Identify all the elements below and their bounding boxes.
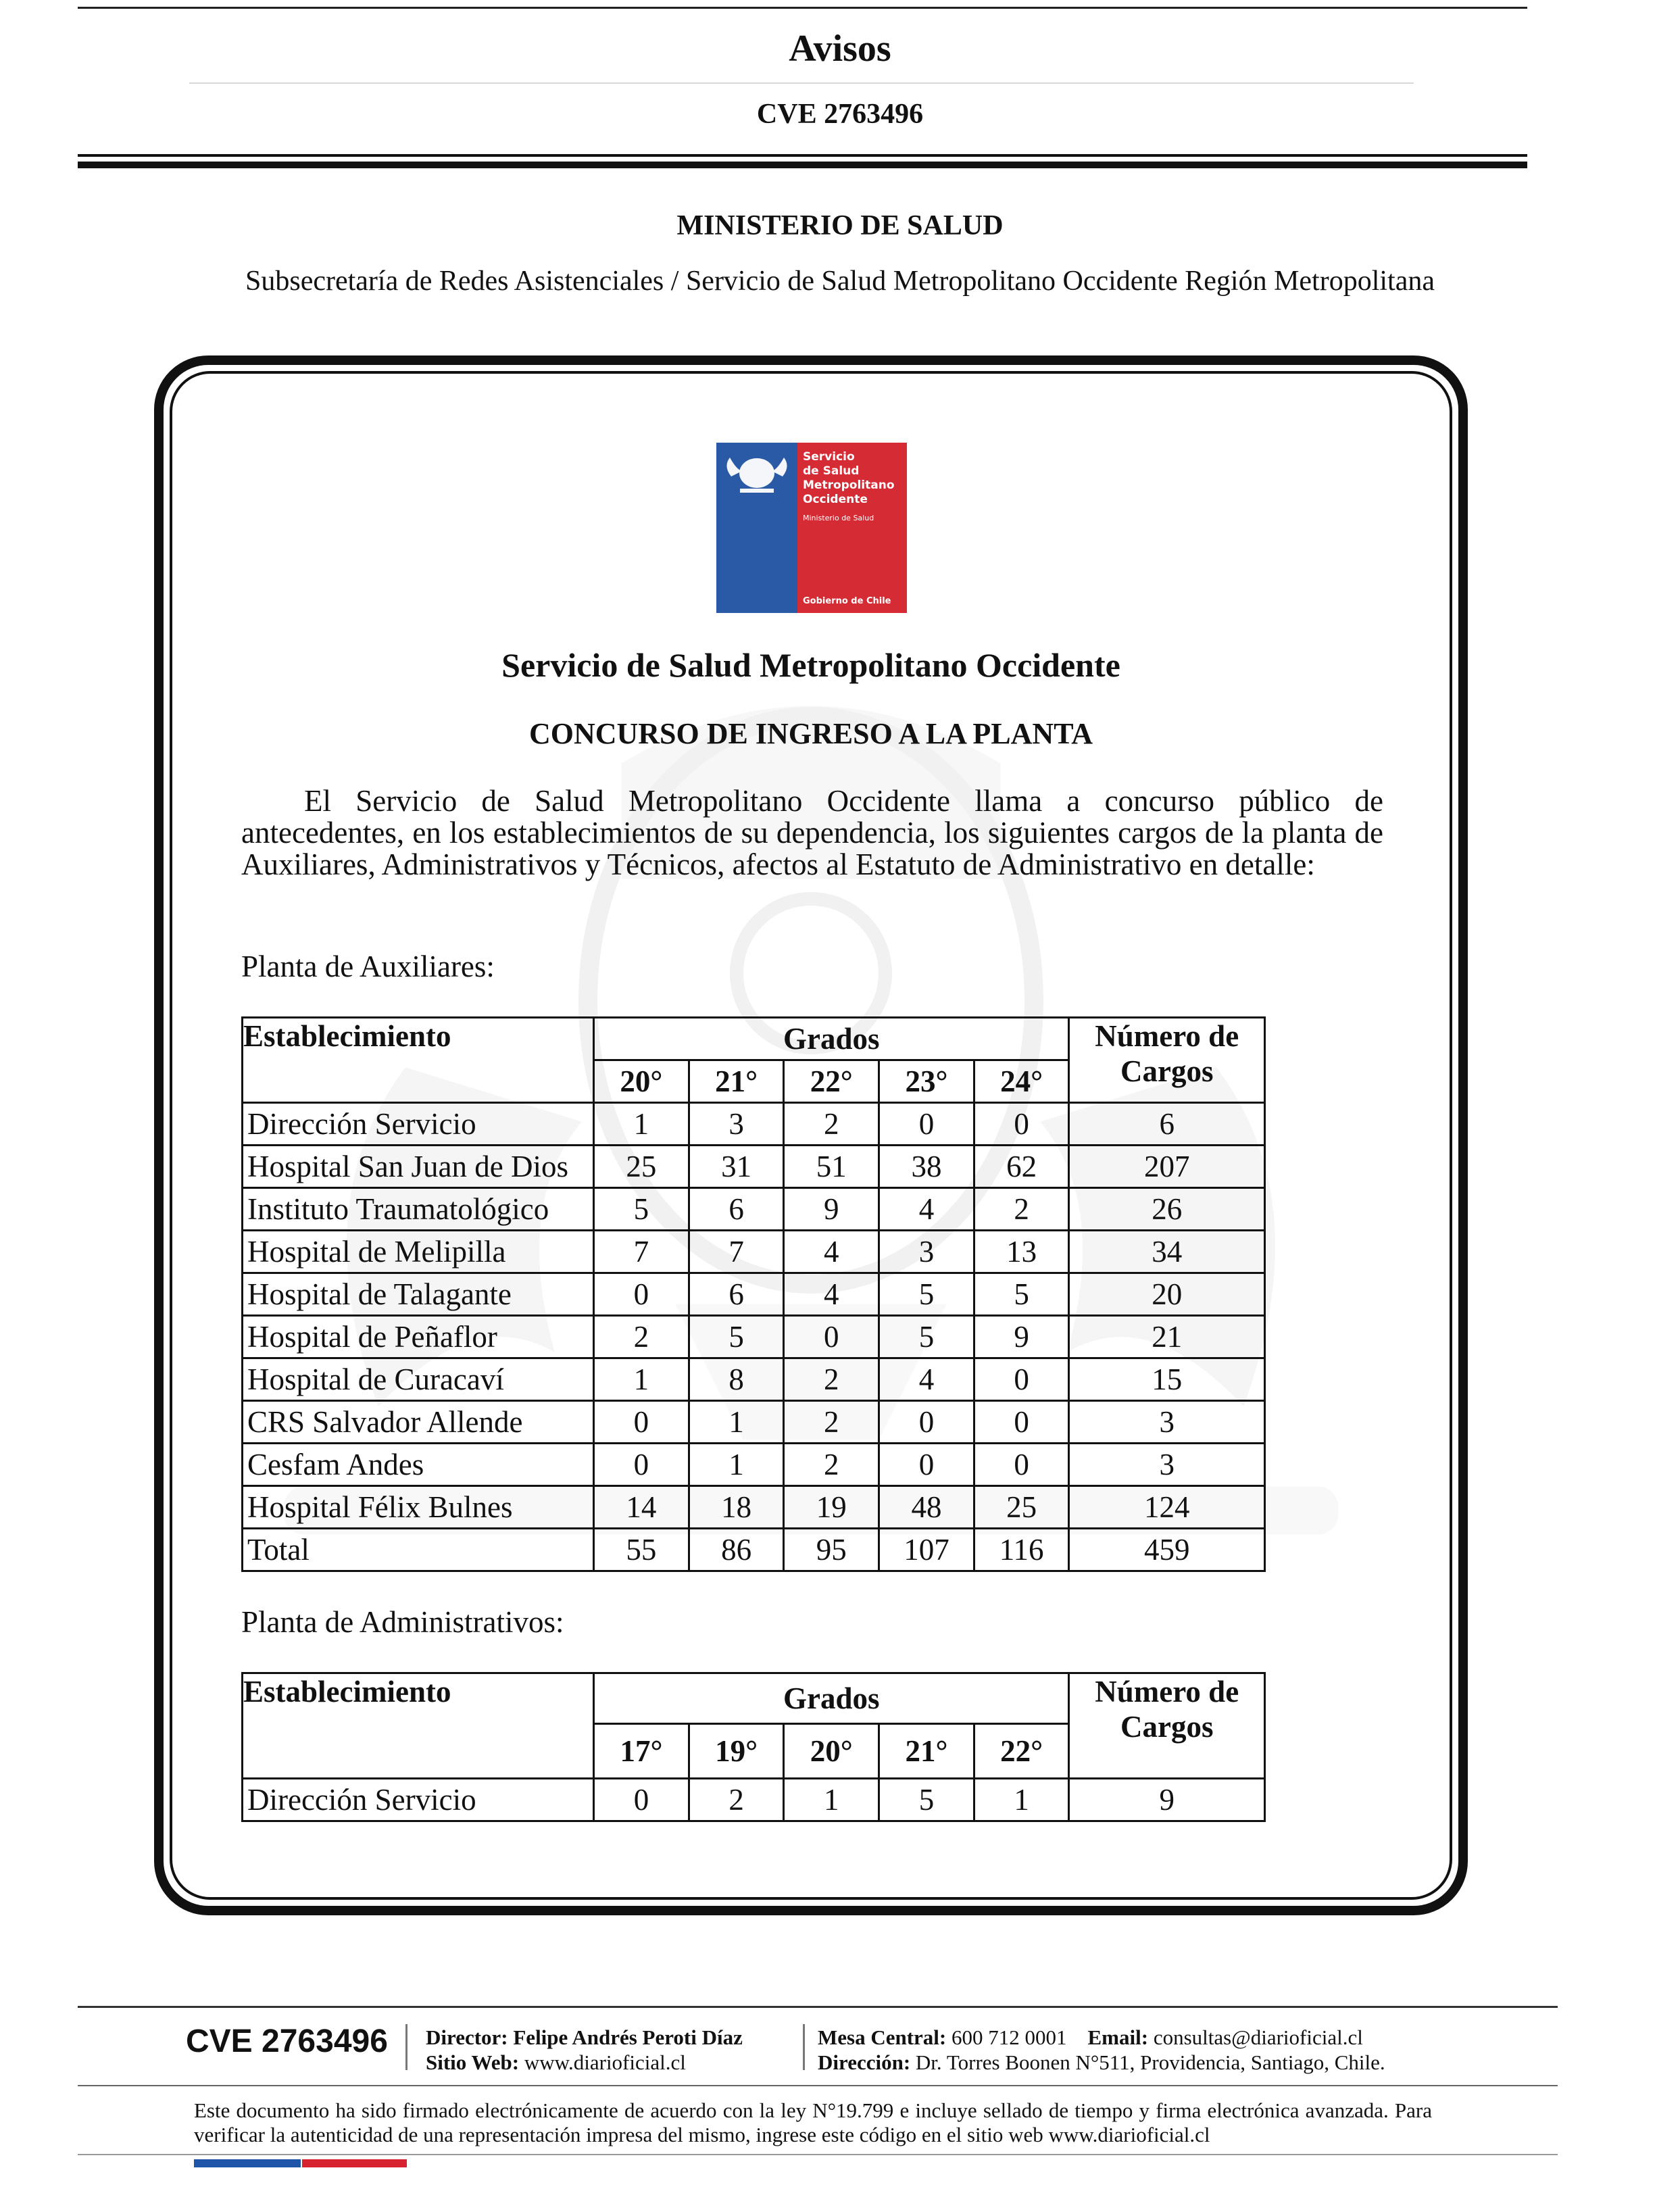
grado-value-cell: 1	[689, 1401, 784, 1444]
grado-value-cell: 14	[594, 1486, 689, 1529]
grado-value-cell: 5	[879, 1779, 974, 1821]
direccion-value: Dr. Torres Boonen N°511, Providencia, Santiago, Chile.	[915, 2050, 1385, 2074]
numero-cargos-cell: 15	[1069, 1358, 1265, 1401]
grado-header: 23°	[879, 1060, 974, 1103]
grado-value-cell: 86	[689, 1529, 784, 1571]
logo-line-3: Metropolitano	[803, 478, 895, 492]
header-rule-thick	[78, 162, 1527, 168]
section-title: Avisos	[789, 28, 891, 70]
grado-value-cell: 19	[784, 1486, 879, 1529]
table-row	[243, 1231, 1265, 1273]
grado-value-cell: 2	[784, 1358, 879, 1401]
grado-value-cell: 0	[879, 1401, 974, 1444]
grado-value-cell: 3	[879, 1231, 974, 1273]
notice-intro: El Servicio de Salud Metropolitano Occidente llama a concurso público de antecedentes, en los establecimientos de su dependencia, los siguientes cargos de la planta de Auxiliares, Administrativos y Técnicos, afectos al Estatuto de Administrativo en detalle:	[241, 784, 1383, 881]
grado-value-cell: 18	[689, 1486, 784, 1529]
grado-value-cell: 2	[784, 1401, 879, 1444]
numero-cargos-cell: 6	[1069, 1103, 1265, 1146]
grado-value-cell: 0	[879, 1444, 974, 1486]
web-value[interactable]: www.diarioficial.cl	[524, 2050, 686, 2074]
grado-value-cell: 2	[784, 1103, 879, 1146]
grado-value-cell: 6	[689, 1188, 784, 1231]
table-row	[243, 1401, 1265, 1444]
numero-cargos-cell: 459	[1069, 1529, 1265, 1571]
grado-value-cell: 7	[594, 1231, 689, 1273]
grado-value-cell: 0	[974, 1103, 1069, 1146]
grado-value-cell: 0	[974, 1358, 1069, 1401]
establecimiento-cell: Dirección Servicio	[243, 1779, 594, 1821]
numero-cargos-cell: 26	[1069, 1188, 1265, 1231]
flag-stripe-blue	[194, 2159, 301, 2167]
grado-header: 19°	[689, 1724, 784, 1779]
footer-separator	[803, 2024, 805, 2070]
grado-value-cell: 0	[784, 1316, 879, 1358]
auxiliares-table	[241, 1016, 1266, 1572]
mesa-label: Mesa Central:	[818, 2025, 947, 2049]
administrativos-table	[241, 1672, 1266, 1822]
grado-header: 20°	[594, 1060, 689, 1103]
grado-value-cell: 0	[594, 1444, 689, 1486]
establecimiento-cell: Hospital San Juan de Dios	[243, 1146, 594, 1188]
establecimiento-cell: Total	[243, 1529, 594, 1571]
establecimiento-cell: Cesfam Andes	[243, 1444, 594, 1486]
grado-header: 22°	[974, 1724, 1069, 1779]
grado-value-cell: 4	[784, 1231, 879, 1273]
grado-value-cell: 55	[594, 1529, 689, 1571]
footer-rule-top	[78, 2006, 1558, 2008]
grado-header: 20°	[784, 1724, 879, 1779]
cve-code: CVE 2763496	[756, 99, 924, 130]
email-label: Email:	[1087, 2025, 1149, 2049]
grado-value-cell: 31	[689, 1146, 784, 1188]
grado-header: 21°	[689, 1060, 784, 1103]
grado-value-cell: 4	[879, 1358, 974, 1401]
grado-value-cell: 3	[689, 1103, 784, 1146]
director-label: Director:	[426, 2025, 508, 2049]
notice-title: Servicio de Salud Metropolitano Occidente	[501, 646, 1120, 684]
grado-header: 21°	[879, 1724, 974, 1779]
col-establecimiento: Establecimiento	[243, 1018, 594, 1103]
grado-value-cell: 0	[594, 1401, 689, 1444]
table-row	[243, 1103, 1265, 1146]
legal-notice: Este documento ha sido firmado electrónicamente de acuerdo con la ley N°19.799 e incluye sellado de tiempo y firma electrónica avanzada. Para verificar la autenticidad de una representación impresa del mismo, ingrese este código en el sitio web www.diarioficial.cl	[194, 2098, 1432, 2146]
footer-director-block	[426, 2025, 743, 2075]
numero-cargos-cell: 124	[1069, 1486, 1265, 1529]
table-row	[243, 1188, 1265, 1231]
footer-rule-bottom	[78, 2154, 1558, 2155]
notice-subtitle: CONCURSO DE INGRESO A LA PLANTA	[528, 717, 1093, 750]
grado-value-cell: 13	[974, 1231, 1069, 1273]
top-rule	[78, 7, 1527, 9]
col-numero-cargos	[1069, 1673, 1265, 1779]
web-label: Sitio Web:	[426, 2050, 520, 2074]
col-numero-line2: Cargos	[1120, 1710, 1214, 1744]
grado-header: 17°	[594, 1724, 689, 1779]
establecimiento-cell: Hospital de Curacaví	[243, 1358, 594, 1401]
numero-cargos-cell: 9	[1069, 1779, 1265, 1821]
ssmoc-logo	[716, 443, 907, 613]
grado-value-cell: 0	[594, 1273, 689, 1316]
numero-cargos-cell: 3	[1069, 1401, 1265, 1444]
col-establecimiento: Establecimiento	[243, 1673, 594, 1779]
grado-value-cell: 6	[689, 1273, 784, 1316]
grado-value-cell: 2	[594, 1316, 689, 1358]
grado-value-cell: 7	[689, 1231, 784, 1273]
logo-line-4: Occidente	[803, 493, 868, 506]
email-value[interactable]: consultas@diarioficial.cl	[1153, 2025, 1363, 2049]
flag-stripe-red	[302, 2159, 407, 2167]
grado-value-cell: 2	[689, 1779, 784, 1821]
grado-value-cell: 5	[879, 1316, 974, 1358]
logo-line-1: Servicio	[803, 450, 855, 464]
grado-value-cell: 38	[879, 1146, 974, 1188]
table-row	[243, 1146, 1265, 1188]
logo-line-2: de Salud	[803, 464, 860, 478]
grado-value-cell: 0	[974, 1401, 1069, 1444]
header-divider	[189, 82, 1414, 84]
col-grados: Grados	[594, 1018, 1069, 1060]
grado-value-cell: 4	[879, 1188, 974, 1231]
grado-value-cell: 5	[689, 1316, 784, 1358]
establecimiento-cell: Hospital de Talagante	[243, 1273, 594, 1316]
table-row	[243, 1358, 1265, 1401]
grado-value-cell: 116	[974, 1529, 1069, 1571]
establecimiento-cell: Hospital de Melipilla	[243, 1231, 594, 1273]
grado-value-cell: 9	[974, 1316, 1069, 1358]
logo-footer: Gobierno de Chile	[803, 596, 891, 606]
grado-value-cell: 25	[974, 1486, 1069, 1529]
grado-value-cell: 0	[879, 1103, 974, 1146]
grado-value-cell: 107	[879, 1529, 974, 1571]
numero-cargos-cell: 34	[1069, 1231, 1265, 1273]
grado-value-cell: 1	[974, 1779, 1069, 1821]
header-rule-thin	[78, 154, 1527, 157]
table-row	[243, 1486, 1265, 1529]
grado-value-cell: 95	[784, 1529, 879, 1571]
grado-value-cell: 62	[974, 1146, 1069, 1188]
grado-header: 24°	[974, 1060, 1069, 1103]
footer-contact-block	[818, 2025, 1385, 2075]
mesa-value: 600 712 0001	[952, 2025, 1067, 2049]
grado-value-cell: 0	[594, 1779, 689, 1821]
logo-line-5: Ministerio de Salud	[803, 514, 874, 522]
administrativos-label: Planta de Administrativos:	[241, 1605, 564, 1639]
director-value: Felipe Andrés Peroti Díaz	[513, 2025, 743, 2049]
auxiliares-label: Planta de Auxiliares:	[241, 950, 495, 983]
table-row	[243, 1529, 1265, 1571]
establecimiento-cell: Instituto Traumatológico	[243, 1188, 594, 1231]
establecimiento-cell: Dirección Servicio	[243, 1103, 594, 1146]
numero-cargos-cell: 207	[1069, 1146, 1265, 1188]
grado-value-cell: 5	[879, 1273, 974, 1316]
table-row	[243, 1273, 1265, 1316]
grado-value-cell: 8	[689, 1358, 784, 1401]
footer-separator	[405, 2024, 407, 2070]
table-row	[243, 1779, 1265, 1821]
numero-cargos-cell: 21	[1069, 1316, 1265, 1358]
col-grados: Grados	[594, 1673, 1069, 1724]
establecimiento-cell: CRS Salvador Allende	[243, 1401, 594, 1444]
grado-value-cell: 1	[689, 1444, 784, 1486]
table-row	[243, 1316, 1265, 1358]
grado-value-cell: 1	[594, 1358, 689, 1401]
grado-value-cell: 4	[784, 1273, 879, 1316]
establecimiento-cell: Hospital de Peñaflor	[243, 1316, 594, 1358]
col-numero-line2: Cargos	[1120, 1054, 1214, 1088]
numero-cargos-cell: 20	[1069, 1273, 1265, 1316]
footer-cve: CVE 2763496	[186, 2023, 388, 2059]
footer-rule-mid	[78, 2085, 1558, 2086]
grado-value-cell: 25	[594, 1146, 689, 1188]
col-numero-cargos	[1069, 1018, 1265, 1103]
establecimiento-cell: Hospital Félix Bulnes	[243, 1486, 594, 1529]
direccion-label: Dirección:	[818, 2050, 911, 2074]
grado-value-cell: 2	[784, 1444, 879, 1486]
grado-value-cell: 9	[784, 1188, 879, 1231]
grado-value-cell: 51	[784, 1146, 879, 1188]
grado-value-cell: 2	[974, 1188, 1069, 1231]
subsecretaria-line: Subsecretaría de Redes Asistenciales / Servicio de Salud Metropolitano Occidente Región Metropolitana	[245, 266, 1435, 297]
ministry-title: MINISTERIO DE SALUD	[676, 210, 1004, 241]
grado-value-cell: 1	[594, 1103, 689, 1146]
numero-cargos-cell: 3	[1069, 1444, 1265, 1486]
col-numero-line1: Número de	[1095, 1675, 1239, 1709]
table-row	[243, 1444, 1265, 1486]
grado-value-cell: 0	[974, 1444, 1069, 1486]
grado-value-cell: 1	[784, 1779, 879, 1821]
grado-value-cell: 5	[974, 1273, 1069, 1316]
grado-value-cell: 5	[594, 1188, 689, 1231]
grado-value-cell: 48	[879, 1486, 974, 1529]
grado-header: 22°	[784, 1060, 879, 1103]
col-numero-line1: Número de	[1095, 1019, 1239, 1053]
